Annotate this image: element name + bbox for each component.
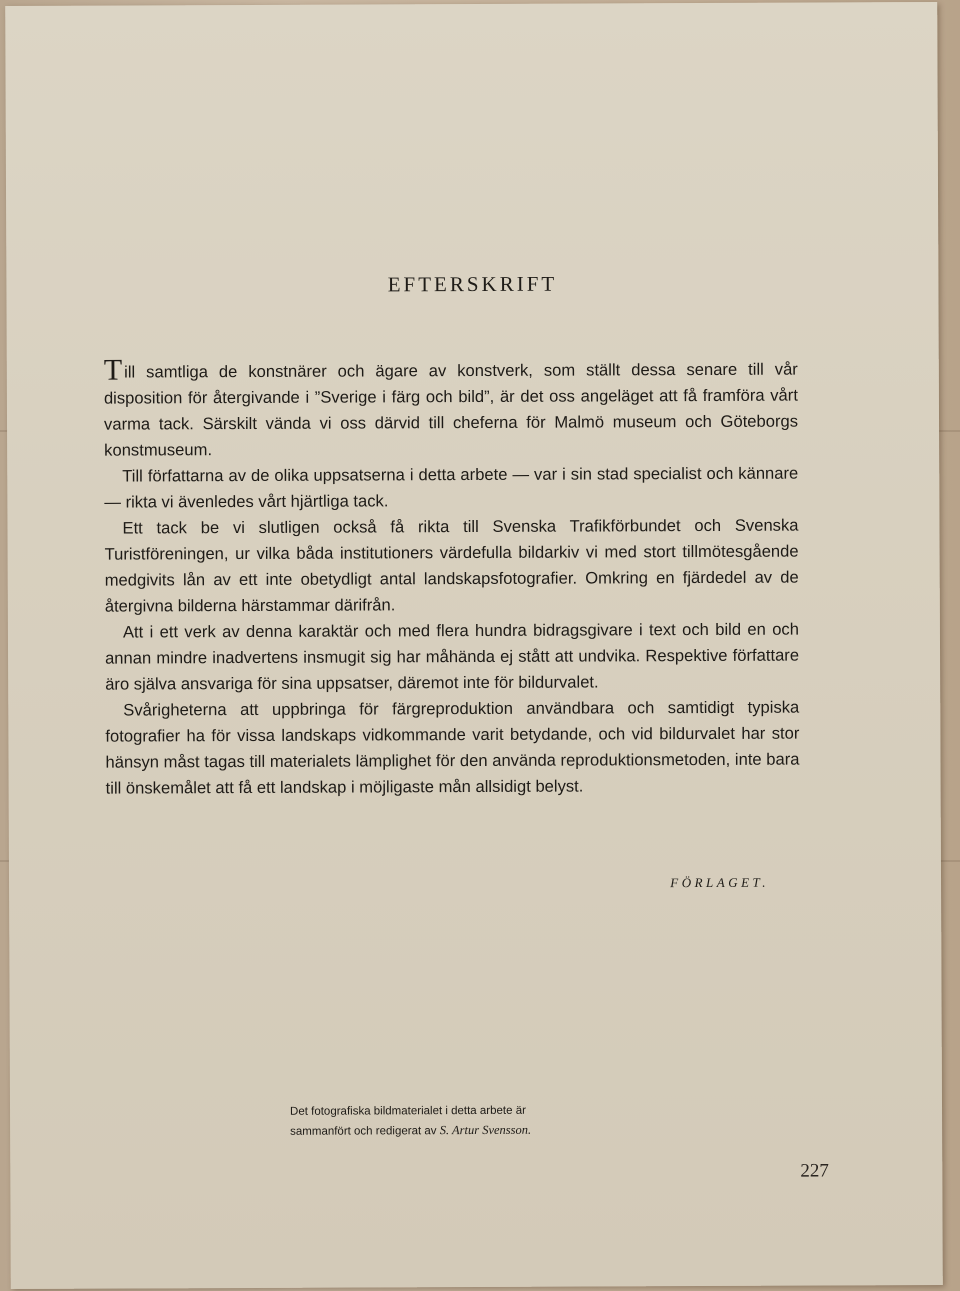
paragraph-1-text: ill samtliga de konstnärer och ägare av konstverk, som ställt dessa senare till vår disposition för återgivande i ”Sverige i färg och bild”, är det oss angeläget att få framföra vårt varma tack. Särskilt vända vi oss därvid till cheferna för Malmö museum och Göteborgs konstmuseum. — [103, 359, 799, 460]
page-title: EFTERSKRIFT — [387, 271, 558, 297]
body-text — [103, 353, 800, 802]
paragraph-1 — [103, 353, 799, 464]
credit-line-2 — [290, 1120, 650, 1142]
drop-cap: T — [103, 353, 123, 387]
paragraph-3: Ett tack be vi slutligen också få rikta till Svenska Trafikförbundet och Svenska Turistföreningen, ur vilka båda institutioners värdefulla bildarkiv vi med stort tillmötesgående medgivits lån av ett inte obetydligt antal landskapsfotografier. Omkring en fjärdedel av de återgivna bilderna härstammar därifrån. — [104, 515, 799, 616]
credit-editor: S. Artur Svensson. — [439, 1122, 532, 1138]
book-page — [5, 2, 943, 1289]
paragraph-5: Svårigheterna att uppbringa för färgreproduktion användbara och samtidigt typiska fotografier ha för vissa landskaps vidkommande varit betydande, och vid bildurvalet har stor hänsyn måst tagas till materialets lämplighet för den använda reproduktionsmetoden, inte bara till önskemålet att få ett landskap i möjligaste mån allsidigt belyst. — [105, 697, 800, 798]
paragraph-4: Att i ett verk av denna karaktär och med flera hundra bidragsgivare i text och bild en och annan mindre inadvertens insmugit sig har måhända ej stått att undvika. Respektive författare äro själva ansvariga för sina uppsatser, däremot inte för bildurvalet. — [105, 619, 800, 694]
credit-prefix: sammanfört och redigerat av — [290, 1125, 437, 1138]
paragraph-2: Till författarna av de olika uppsatserna i detta arbete — var i sin stad specialist och kännare — rikta vi ävenledes vårt hjärtliga tack. — [104, 463, 799, 512]
signature: FÖRLAGET. — [670, 874, 770, 891]
page-number: 227 — [800, 1160, 829, 1182]
photo-credit — [290, 1101, 650, 1142]
credit-line-1: Det fotografiska bildmaterialet i detta arbete är — [290, 1104, 526, 1118]
